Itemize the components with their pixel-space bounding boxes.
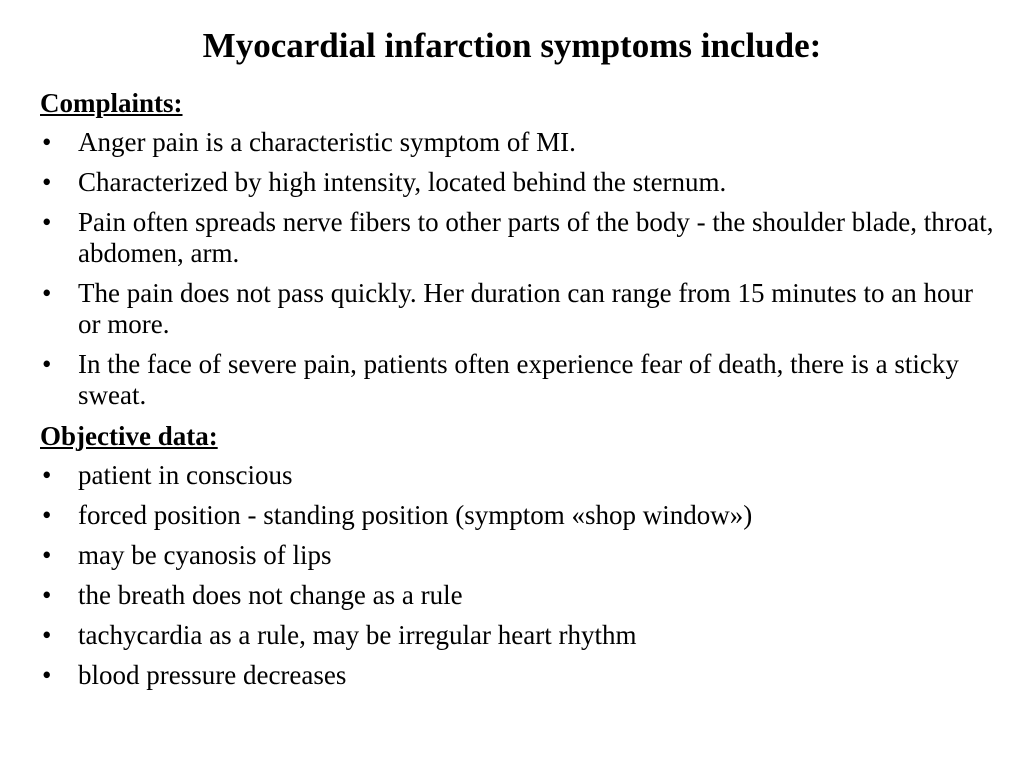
list-item: [40, 500, 1000, 531]
bullet-icon: •: [42, 207, 52, 237]
bullet-icon: •: [42, 620, 52, 650]
list-item: [40, 460, 1000, 491]
list-item-text: the breath does not change as a rule: [78, 580, 463, 610]
objective-data-list: [40, 460, 1000, 691]
list-item: [40, 127, 1000, 158]
bullet-icon: •: [42, 660, 52, 690]
slide-content: [40, 87, 1000, 700]
list-item-text: Pain often spreads nerve fibers to other parts of the body - the shoulder blade, throat, abdomen, arm.: [78, 207, 994, 268]
list-item: [40, 580, 1000, 611]
bullet-icon: •: [42, 460, 52, 490]
list-item-text: The pain does not pass quickly. Her duration can range from 15 minutes to an hour or more.: [78, 278, 974, 339]
list-item-text: Characterized by high intensity, located behind the sternum.: [78, 167, 727, 197]
section-objective-data: [40, 420, 1000, 691]
list-item: [40, 278, 1000, 340]
bullet-icon: •: [42, 167, 52, 197]
list-item-text: patient in conscious: [78, 460, 293, 490]
bullet-icon: •: [42, 540, 52, 570]
list-item: [40, 660, 1000, 691]
list-item: [40, 207, 1000, 269]
section-heading-complaints: Complaints:: [40, 88, 183, 118]
bullet-icon: •: [42, 127, 52, 157]
list-item-text: tachycardia as a rule, may be irregular heart rhythm: [78, 620, 637, 650]
bullet-icon: •: [42, 278, 52, 308]
section-heading-objective-data: Objective data:: [40, 421, 218, 451]
list-item: [40, 540, 1000, 571]
list-item: [40, 349, 1000, 411]
list-item-text: blood pressure decreases: [78, 660, 347, 690]
list-item-text: Anger pain is a characteristic symptom of MI.: [78, 127, 576, 157]
list-item-text: forced position - standing position (symptom «shop window»): [78, 500, 753, 530]
list-item-text: In the face of severe pain, patients often experience fear of death, there is a sticky sweat.: [78, 349, 959, 410]
bullet-icon: •: [42, 349, 52, 379]
bullet-icon: •: [42, 580, 52, 610]
list-item: [40, 620, 1000, 651]
list-item-text: may be cyanosis of lips: [78, 540, 332, 570]
list-item: [40, 167, 1000, 198]
slide-title: Myocardial infarction symptoms include:: [202, 26, 822, 65]
bullet-icon: •: [42, 500, 52, 530]
section-complaints: [40, 87, 1000, 411]
complaints-list: [40, 127, 1000, 411]
